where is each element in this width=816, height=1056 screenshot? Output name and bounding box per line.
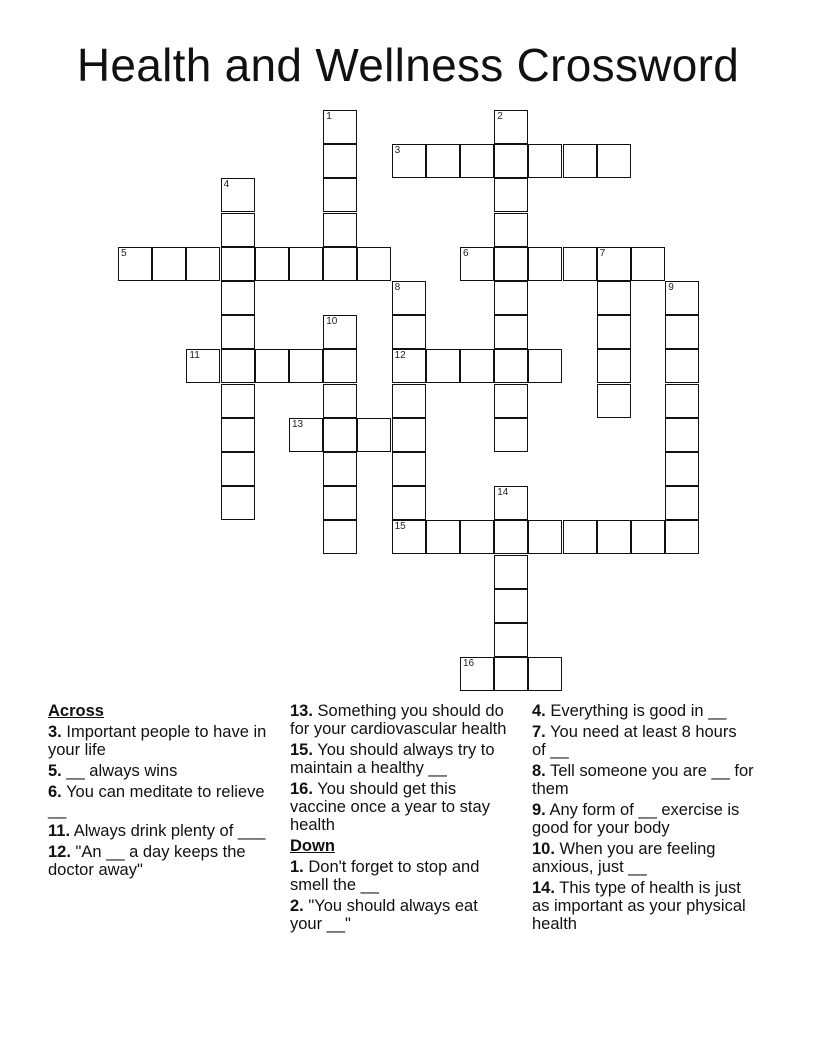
- grid-cell[interactable]: [494, 486, 528, 520]
- clue-down-4: [532, 702, 754, 720]
- clue-down-9: [532, 801, 754, 837]
- grid-cell[interactable]: [631, 520, 665, 554]
- grid-cell[interactable]: [426, 349, 460, 383]
- clue-text: Always drink plenty of ___: [73, 822, 266, 840]
- grid-cell[interactable]: [323, 110, 357, 144]
- clue-number: 6.: [48, 783, 62, 801]
- grid-cell[interactable]: [597, 281, 631, 315]
- cell-number: 12: [394, 350, 406, 362]
- grid-cell[interactable]: [221, 452, 255, 486]
- clue-text: "You should always eat your __": [290, 897, 478, 933]
- clue-number: 13.: [290, 702, 313, 720]
- grid-cell[interactable]: [460, 657, 494, 691]
- clue-text: You need at least 8 hours of __: [532, 723, 737, 759]
- clue-text: __ always wins: [66, 762, 178, 780]
- grid-cell[interactable]: [221, 418, 255, 452]
- grid-cell[interactable]: [221, 178, 255, 212]
- grid-cell[interactable]: [460, 247, 494, 281]
- grid-cell[interactable]: [597, 247, 631, 281]
- clue-number: 1.: [290, 858, 304, 876]
- grid-cell[interactable]: [289, 418, 323, 452]
- cell-number: 14: [497, 487, 509, 499]
- clue-down-1: [290, 858, 512, 894]
- page-title: Health and Wellness Crossword: [76, 39, 740, 91]
- grid-cell[interactable]: [528, 247, 562, 281]
- cell-number: 16: [463, 658, 475, 670]
- grid-cell[interactable]: [597, 315, 631, 349]
- grid-cell[interactable]: [631, 247, 665, 281]
- clue-text: Important people to have in your life: [48, 723, 267, 759]
- grid-cell[interactable]: [392, 349, 426, 383]
- grid-cell[interactable]: [323, 247, 357, 281]
- clue-down-7: [532, 723, 754, 759]
- grid-cell[interactable]: [255, 349, 289, 383]
- grid-cell[interactable]: [665, 281, 699, 315]
- grid-cell[interactable]: [494, 315, 528, 349]
- grid-cell[interactable]: [323, 418, 357, 452]
- grid-cell[interactable]: [528, 657, 562, 691]
- grid-cell[interactable]: [494, 589, 528, 623]
- down-heading: Down: [290, 837, 335, 855]
- grid-cell[interactable]: [392, 520, 426, 554]
- grid-cell[interactable]: [221, 247, 255, 281]
- clues-column-3: [532, 702, 754, 936]
- grid-cell[interactable]: [323, 349, 357, 383]
- grid-cell[interactable]: [563, 144, 597, 178]
- grid-cell[interactable]: [494, 144, 528, 178]
- cell-number: 11: [189, 350, 200, 362]
- cell-number: 3: [394, 145, 401, 157]
- grid-cell[interactable]: [255, 247, 289, 281]
- grid-cell[interactable]: [426, 144, 460, 178]
- grid-cell[interactable]: [494, 520, 528, 554]
- clue-number: 8.: [532, 762, 546, 780]
- grid-cell[interactable]: [494, 247, 528, 281]
- clue-down-2: [290, 897, 512, 933]
- cell-number: 1: [326, 111, 332, 122]
- cell-number: 9: [668, 282, 674, 293]
- grid-cell[interactable]: [665, 384, 699, 418]
- clue-number: 3.: [48, 723, 62, 741]
- grid-cell[interactable]: [665, 452, 699, 486]
- grid-cell[interactable]: [494, 213, 528, 247]
- grid-cell[interactable]: [460, 349, 494, 383]
- grid-cell[interactable]: [323, 452, 357, 486]
- grid-cell[interactable]: [665, 349, 699, 383]
- grid-cell[interactable]: [186, 247, 220, 281]
- clue-number: 14.: [532, 879, 555, 897]
- clue-number: 12.: [48, 843, 71, 861]
- clues-column-2: [290, 702, 512, 936]
- clue-text: Tell someone you are __ for them: [532, 762, 754, 798]
- cell-number: 15: [394, 521, 406, 533]
- grid-cell[interactable]: [392, 486, 426, 520]
- grid-cell[interactable]: [597, 144, 631, 178]
- grid-cell[interactable]: [563, 247, 597, 281]
- clue-across-3: [48, 723, 270, 759]
- clue-text: When you are feeling anxious, just __: [532, 840, 716, 876]
- clue-across-5: [48, 762, 270, 780]
- clue-number: 7.: [532, 723, 546, 741]
- clue-text: Everything is good in __: [550, 702, 727, 720]
- cell-number: 7: [599, 247, 606, 259]
- grid-cell[interactable]: [494, 110, 528, 144]
- grid-cell[interactable]: [460, 520, 494, 554]
- grid-cell[interactable]: [323, 144, 357, 178]
- clue-text: Any form of __ exercise is good for your body: [532, 801, 740, 837]
- grid-cell[interactable]: [221, 349, 255, 383]
- grid-cell[interactable]: [289, 349, 323, 383]
- cell-number: 8: [394, 282, 401, 293]
- grid-cell[interactable]: [221, 281, 255, 315]
- cell-number: 2: [497, 111, 503, 122]
- grid-cell[interactable]: [221, 213, 255, 247]
- clue-number: 9.: [532, 801, 546, 819]
- grid-cell[interactable]: [597, 349, 631, 383]
- grid-cell[interactable]: [323, 315, 357, 349]
- clue-text: This type of health is just as important as your physical health: [532, 879, 746, 933]
- cell-number: 6: [463, 247, 469, 259]
- grid-cell[interactable]: [494, 281, 528, 315]
- across-heading: Across: [48, 702, 104, 720]
- grid-cell[interactable]: [494, 555, 528, 589]
- clue-text: You should get this vaccine once a year to stay health: [290, 780, 490, 834]
- grid-cell[interactable]: [597, 384, 631, 418]
- clue-across-11: [48, 822, 270, 840]
- grid-cell[interactable]: [597, 520, 631, 554]
- clue-number: 15.: [290, 741, 313, 759]
- grid-cell[interactable]: [323, 384, 357, 418]
- cell-number: 13: [292, 418, 304, 430]
- clue-text: Something you should do for your cardiovascular health: [290, 702, 507, 738]
- grid-cell[interactable]: [665, 418, 699, 452]
- grid-cell[interactable]: [323, 486, 357, 520]
- clue-across-6: [48, 783, 270, 819]
- grid-cell[interactable]: [665, 486, 699, 520]
- clue-number: 2.: [290, 897, 304, 915]
- grid-cell[interactable]: [494, 349, 528, 383]
- clues-column-1: [48, 702, 270, 882]
- grid-cell[interactable]: [289, 247, 323, 281]
- clue-number: 10.: [532, 840, 555, 858]
- grid-cell[interactable]: [528, 520, 562, 554]
- grid-cell[interactable]: [528, 349, 562, 383]
- clue-down-10: [532, 840, 754, 876]
- grid-cell[interactable]: [494, 657, 528, 691]
- grid-cell[interactable]: [392, 144, 426, 178]
- clue-number: 11.: [48, 822, 71, 840]
- grid-cell[interactable]: [665, 520, 699, 554]
- grid-cell[interactable]: [392, 418, 426, 452]
- clue-across-16: [290, 780, 512, 834]
- grid-cell[interactable]: [392, 384, 426, 418]
- grid-cell[interactable]: [392, 315, 426, 349]
- grid-cell[interactable]: [528, 144, 562, 178]
- grid-cell[interactable]: [494, 384, 528, 418]
- cell-number: 10: [326, 316, 338, 328]
- clue-text: Don't forget to stop and smell the __: [290, 858, 480, 894]
- grid-cell[interactable]: [323, 520, 357, 554]
- clue-across-15: [290, 741, 512, 777]
- grid-cell[interactable]: [357, 418, 391, 452]
- grid-cell[interactable]: [494, 178, 528, 212]
- grid-cell[interactable]: [221, 315, 255, 349]
- clue-down-8: [532, 762, 754, 798]
- grid-cell[interactable]: [665, 315, 699, 349]
- grid-cell[interactable]: [152, 247, 186, 281]
- clue-number: 4.: [532, 702, 546, 720]
- clue-down-14: [532, 879, 754, 933]
- grid-cell[interactable]: [563, 520, 597, 554]
- grid-cell[interactable]: [494, 623, 528, 657]
- grid-cell[interactable]: [118, 247, 152, 281]
- cell-number: 4: [223, 179, 230, 191]
- clue-across-12: [48, 843, 270, 879]
- clue-number: 16.: [290, 780, 313, 798]
- grid-cell[interactable]: [323, 178, 357, 212]
- cell-number: 5: [121, 247, 127, 259]
- clue-across-13: [290, 702, 512, 738]
- grid-cell[interactable]: [426, 520, 460, 554]
- grid-cell[interactable]: [494, 418, 528, 452]
- grid-cell[interactable]: [323, 213, 357, 247]
- grid-cell[interactable]: [221, 384, 255, 418]
- clue-text: "An __ a day keeps the doctor away": [48, 843, 246, 879]
- clue-number: 5.: [48, 762, 62, 780]
- clue-text: You should always try to maintain a healthy __: [290, 741, 495, 777]
- grid-cell[interactable]: [460, 144, 494, 178]
- grid-cell[interactable]: [357, 247, 391, 281]
- grid-cell[interactable]: [392, 281, 426, 315]
- grid-cell[interactable]: [392, 452, 426, 486]
- grid-cell[interactable]: [186, 349, 220, 383]
- grid-cell[interactable]: [221, 486, 255, 520]
- clue-text: You can meditate to relieve __: [48, 783, 265, 819]
